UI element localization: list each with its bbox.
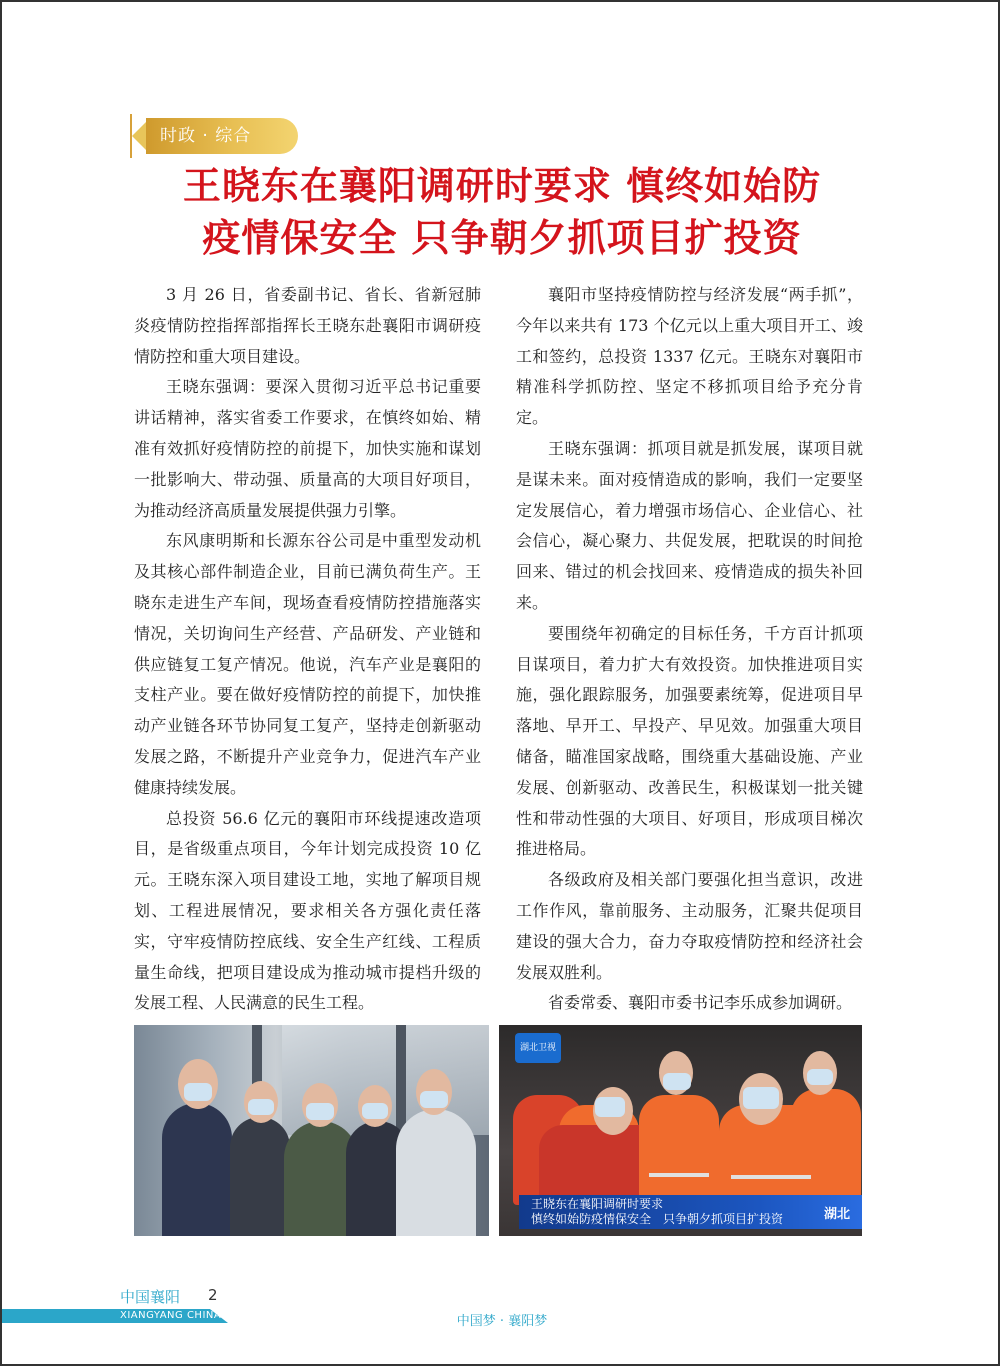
paragraph: 3 月 26 日，省委副书记、省长、省新冠肺炎疫情防控指挥部指挥长王晓东赴襄阳市调研疫情防控和重大项目建设。 [134,285,481,366]
hubei-tv-logo: 湖北 [824,1207,851,1222]
tv-caption [531,1197,783,1227]
paragraph: 省委常委、襄阳市委书记李乐成参加调研。 [548,993,853,1013]
footer-brand: 中国襄阳 [120,1288,181,1306]
paragraph: 各级政府及相关部门要强化担当意识，改进工作作风，靠前服务、主动服务，汇聚共促项目建设的强大合力，奋力夺取疫情防控和经济社会发展双胜利。 [516,870,863,982]
article-headline [102,160,902,264]
tv-station-logo: 湖北卫视 [515,1033,561,1063]
headline-line-1: 王晓东在襄阳调研时要求 慎终如始防 [182,163,822,208]
page-number: 2 [208,1286,218,1304]
tag-arrow-icon [132,122,146,150]
footer-brand-en: XIANGYANG CHINA [120,1310,222,1321]
section-tag-label: 时政 · 综合 [146,118,298,154]
paragraph: 襄阳市坚持疫情防控与经济发展“两手抓”，今年以来共有 173 个亿元以上重大项目开工、竣工和签约，总投资 1337 亿元。王晓东对襄阳市精准科学抓防控、坚定不移抓项目给予充分肯定。 [516,285,863,428]
paragraph: 要围绕年初确定的目标任务，千方百计抓项目谋项目，着力扩大有效投资。加快推进项目实施，强化跟踪服务，加强要素统筹，促进项目早落地、早开工、早投产、早见效。加强重大项目储备，瞄准国家战略，围绕重大基础设施、产业发展、创新驱动、改善民生，积极谋划一批关键性和带动性强的大项目、好项目，形成项目梯次推进格局。 [516,623,863,859]
right-column [516,280,863,1019]
paragraph: 王晓东强调：要深入贯彻习近平总书记重要讲话精神，落实省委工作要求，在慎终如始、精准有效抓好疫情防控的前提下，加快实施和谋划一批影响大、带动强、质量高的大项目好项目，为推动经济高质量发展提供强力引擎。 [134,377,481,520]
headline-line-2: 疫情保安全 只争朝夕抓项目扩投资 [202,215,802,260]
paragraph: 王晓东强调：抓项目就是抓发展，谋项目就是谋未来。面对疫情造成的影响，我们一定要坚定发展信心，着力增强市场信心、企业信心、社会信心，凝心聚力、共促发展，把耽误的时间抢回来、错过的机会找回来、疫情造成的损失补回来。 [516,438,863,612]
paragraph: 东风康明斯和长源东谷公司是中重型发动机及其核心部件制造企业，目前已满负荷生产。王晓东走进生产车间，现场查看疫情防控措施落实情况，关切询问生产经营、产品研发、产业链和供应链复工复产情况。他说，汽车产业是襄阳的支柱产业。要在做好疫情防控的前提下，加快推动产业链各环节协同复工复产，坚持走创新驱动发展之路，不断提升产业竞争力，促进汽车产业健康持续发展。 [134,531,481,797]
tv-caption-line-2: 慎终如始防疫情保安全 只争朝夕抓项目扩投资 [531,1212,784,1226]
tv-caption-line-1: 王晓东在襄阳调研时要求 [531,1197,664,1211]
photo-tv-broadcast [499,1025,862,1236]
left-column [134,280,481,1019]
paragraph: 总投资 56.6 亿元的襄阳市环线提速改造项目，是省级重点项目，今年计划完成投资 10 亿元。王晓东深入项目建设工地，实地了解项目规划、工程进展情况，要求相关各方强化责任落实，守牢疫情防控底线、安全生产红线、工程质量生命线，把项目建设成为推动城市提档升级的发展工程、人民满意的民生工程。 [134,808,481,1013]
photo-workshop-visit [134,1025,489,1236]
footer-slogan: 中国梦 · 襄阳梦 [456,1314,548,1329]
